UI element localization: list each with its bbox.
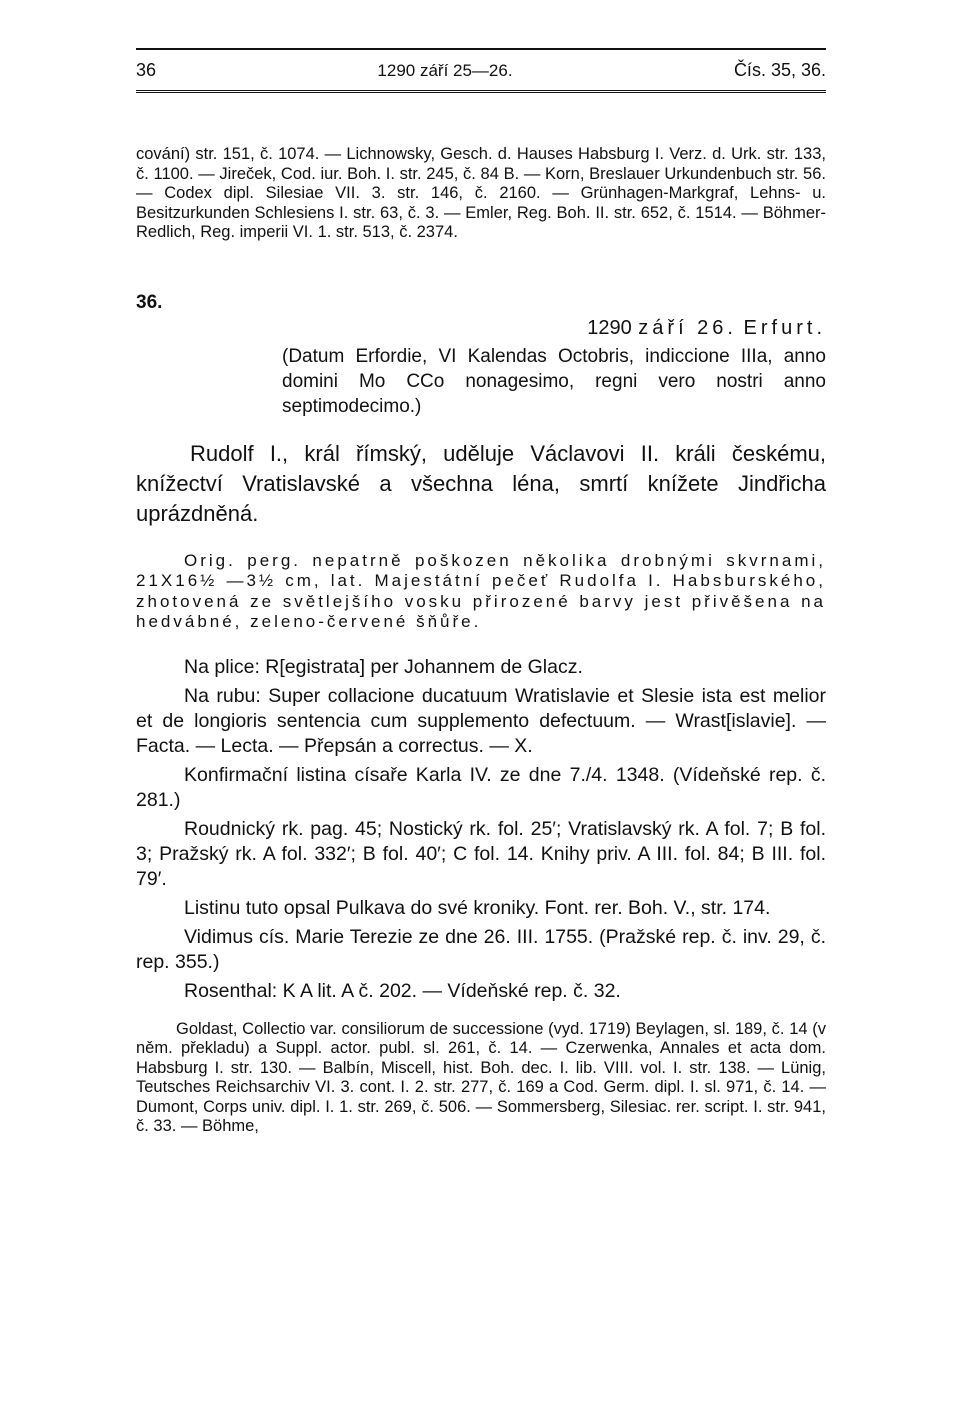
note-pulkava: Listinu tuto opsal Pulkava do své kroniky. Font. rer. Boh. V., str. 174. <box>184 896 771 919</box>
note-copies: Roudnický rk. pag. 45; Nostický rk. fol. 25′; Vratislavský rk. A fol. 7; B fol. 3; Pražský rk. A fol. 332′; B fol. 40′; C fol. 14. Knihy priv. A III. fol. 84; B III. fol. 79′. <box>136 817 826 890</box>
regest: Rudolf I., král římský, uděluje Václavovi II. králi českému, knížectví Vratislavské a všechna léna, smrtí knížete Jindřicha uprázdněná. <box>136 440 826 526</box>
previous-entry-literature: cování) str. 151, č. 1074. — Lichnowsky, Gesch. d. Hauses Habsburg I. Verz. d. Urk. str. 133, č. 1100. — Jireček, Cod. iur. Boh. I. str. 245, č. 84 B. — Korn, Breslauer Urkundenbuch str. 56. — Codex dipl. Silesiae VII. 3. str. 146, č. 2160. — Grünhagen-Markgraf, Lehns- u. Besitzurkunden Schlesiens I. str. 63, č. 3. — Emler, Reg. Boh. II. str. 652, č. 1514. — Böhmer-Redlich, Reg. imperii VI. 1. str. 513, č. 2374. <box>136 145 826 241</box>
note-dorse: Na rubu: Super collacione ducatuum Wratislavie et Slesie ista est melior et de longioris sentencia cum supplemento defectuum. — Wrast[islavie]. — Facta. — Lecta. — Přepsán a correctus. — X. <box>136 684 826 757</box>
note-rosenthal: Rosenthal: K A lit. A č. 202. — Vídeňské rep. č. 32. <box>184 979 621 1002</box>
note-confirmation: Konfirmační listina císaře Karla IV. ze dne 7./4. 1348. (Vídeňské rep. č. 281.) <box>136 763 826 811</box>
document-numbers: Čís. 35, 36. <box>733 60 826 80</box>
document-number: 36. <box>136 291 163 313</box>
header-top-rule <box>136 48 826 50</box>
document-year: 1290 <box>587 316 632 339</box>
document-date: září 26. <box>638 316 737 339</box>
diplomatic-description: Orig. perg. nepatrně poškozen několika drobnými skvrnami, 21X16½ —3½ cm, lat. Majestátní pečeť Rudolfa I. Habsburského, zhotovená ze světlejšího vosku přirozené barvy jest přivěšena na hedvábné, zeleno-červené šňůře. <box>136 550 826 631</box>
archival-notes <box>136 655 826 1004</box>
page <box>136 48 826 1153</box>
document-place: Erfurt. <box>743 316 826 339</box>
running-header <box>136 56 826 84</box>
note-plica: Na plice: R[egistrata] per Johannem de Glacz. <box>184 655 583 678</box>
page-number: 36 <box>136 60 157 80</box>
running-title: 1290 září 25—26. <box>377 61 513 80</box>
literature-list: Goldast, Collectio var. consiliorum de successione (vyd. 1719) Beylagen, sl. 189, č. 14 (v něm. překladu) a Suppl. actor. publ. sl. 261, č. 14. — Czerwenka, Annales et acta dom. Habsburg I. str. 130. — Balbín, Miscell, hist. Boh. dec. I. lib. VIII. vol. I. str. 138. — Lünig, Teutsches Reichsarchiv VI. 3. cont. I. 2. str. 277, č. 169 a Cod. Germ. dipl. I. sl. 971, č. 14. — Dumont, Corps univ. dipl. I. 1. str. 269, č. 506. — Sommersberg, Silesiac. rer. script. I. str. 941, č. 33. — Böhme, <box>136 1019 826 1135</box>
note-vidimus: Vidimus cís. Marie Terezie ze dne 26. III. 1755. (Pražské rep. č. inv. 29, č. rep. 355.) <box>136 925 826 973</box>
header-bottom-rule <box>136 90 826 93</box>
datum-formula: (Datum Erfordie, VI Kalendas Octobris, indiccione IIIa, anno domini Mo CCo nonagesimo, regni vero nostri anno septimodecimo.) <box>282 345 826 417</box>
document-dateline <box>136 317 826 340</box>
